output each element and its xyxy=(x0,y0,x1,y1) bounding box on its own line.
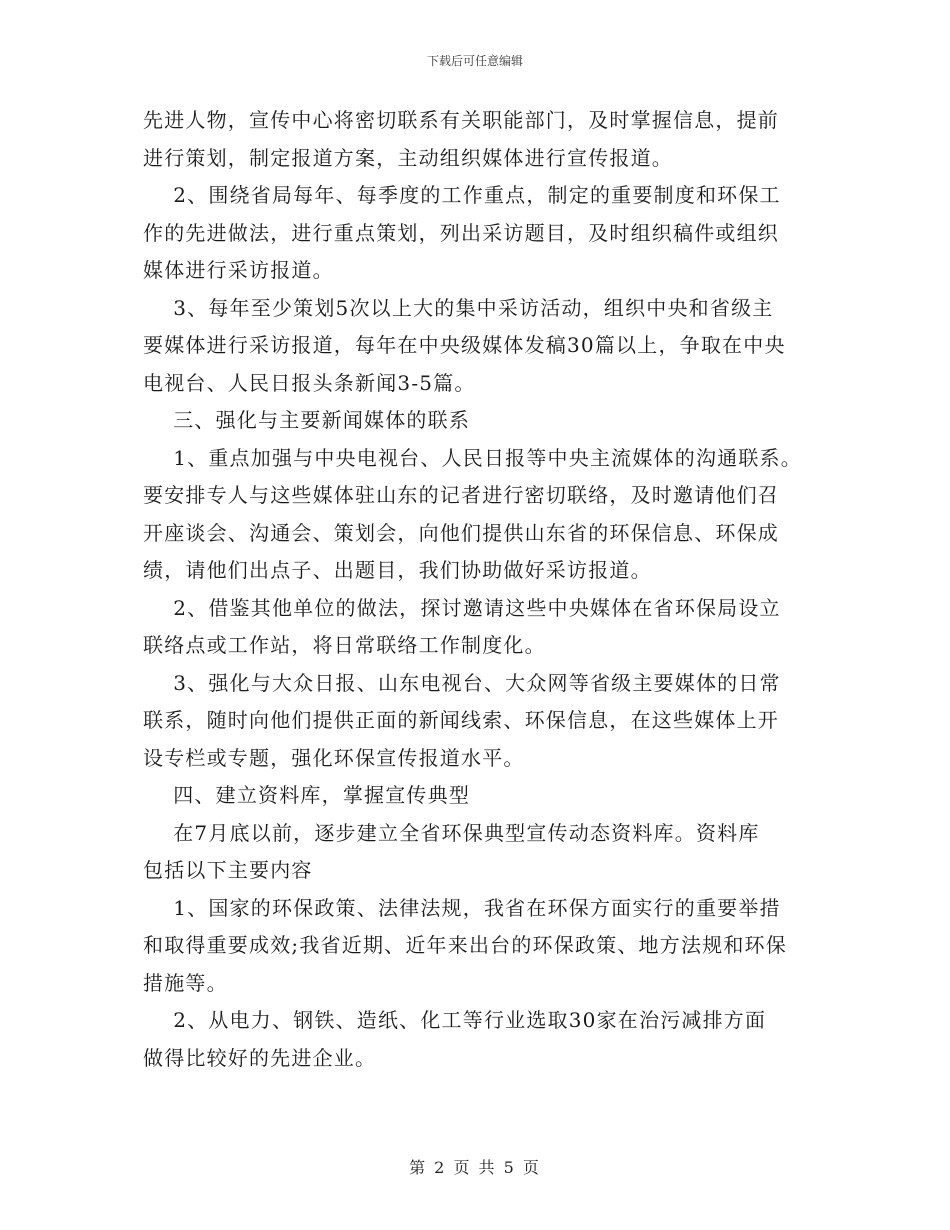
text-line: 要安排专人与这些媒体驻山东的记者进行密切联络，及时邀请他们召 xyxy=(143,483,779,507)
text-line: 做得比较好的先进企业。 xyxy=(143,1045,377,1070)
section-heading: 四、建立资料库，掌握宣传典型 xyxy=(143,783,471,807)
text-line: 3、每年至少策划5次以上大的集中采访活动，组织中央和省级主 xyxy=(143,295,774,320)
text-line: 进行策划，制定报道方案，主动组织媒体进行宣传报道。 xyxy=(143,145,673,170)
text-line: 在7月底以前，逐步建立全省环保典型宣传动态资料库。资料库 xyxy=(143,820,760,845)
text-line: 电视台、人民日报头条新闻3-5篇。 xyxy=(143,370,476,395)
text-line: 2、围绕省局每年、每季度的工作重点，制定的重要制度和环保工 xyxy=(143,183,781,207)
page-header: 下载后可任意编辑 xyxy=(426,54,523,68)
text-line: 和取得重要成效;我省近期、近年来出台的环保政策、地方法规和环保 xyxy=(143,933,787,957)
page-number-footer: 第 2 页 共 5 页 xyxy=(409,1158,541,1177)
text-line: 先进人物，宣传中心将密切联系有关职能部门，及时掌握信息，提前 xyxy=(143,108,779,132)
text-line: 2、从电力、钢铁、造纸、化工等行业选取30家在治污减排方面 xyxy=(143,1008,767,1032)
text-line: 作的先进做法，进行重点策划，列出采访题目，及时组织稿件或组织 xyxy=(143,220,779,245)
text-line: 2、借鉴其他单位的做法，探讨邀请这些中央媒体在省环保局设立 xyxy=(143,595,781,620)
text-line: 要媒体进行采访报道，每年在中央级媒体发稿30篇以上，争取在中央 xyxy=(143,333,786,357)
text-line: 媒体进行采访报道。 xyxy=(143,258,334,282)
text-line: 联络点或工作站，将日常联络工作制度化。 xyxy=(143,633,546,657)
text-line: 设专栏或专题，强化环保宣传报道水平。 xyxy=(143,745,525,770)
text-line: 1、重点加强与中央电视台、人民日报等中央主流媒体的沟通联系。 xyxy=(143,445,802,470)
text-line: 开座谈会、沟通会、策划会，向他们提供山东省的环保信息、环保成 xyxy=(143,520,779,545)
text-line: 绩，请他们出点子、出题目，我们协助做好采访报道。 xyxy=(143,558,652,582)
text-line: 包括以下主要内容 xyxy=(143,858,313,882)
text-line: 措施等。 xyxy=(143,970,228,995)
document-body xyxy=(143,102,823,1077)
text-line: 1、国家的环保政策、法律法规，我省在环保方面实行的重要举措 xyxy=(143,895,781,920)
text-line: 联系，随时向他们提供正面的新闻线索、环保信息，在这些媒体上开 xyxy=(143,708,779,732)
text-line: 3、强化与大众日报、山东电视台、大众网等省级主要媒体的日常 xyxy=(143,670,781,695)
section-heading: 三、强化与主要新闻媒体的联系 xyxy=(143,408,471,432)
